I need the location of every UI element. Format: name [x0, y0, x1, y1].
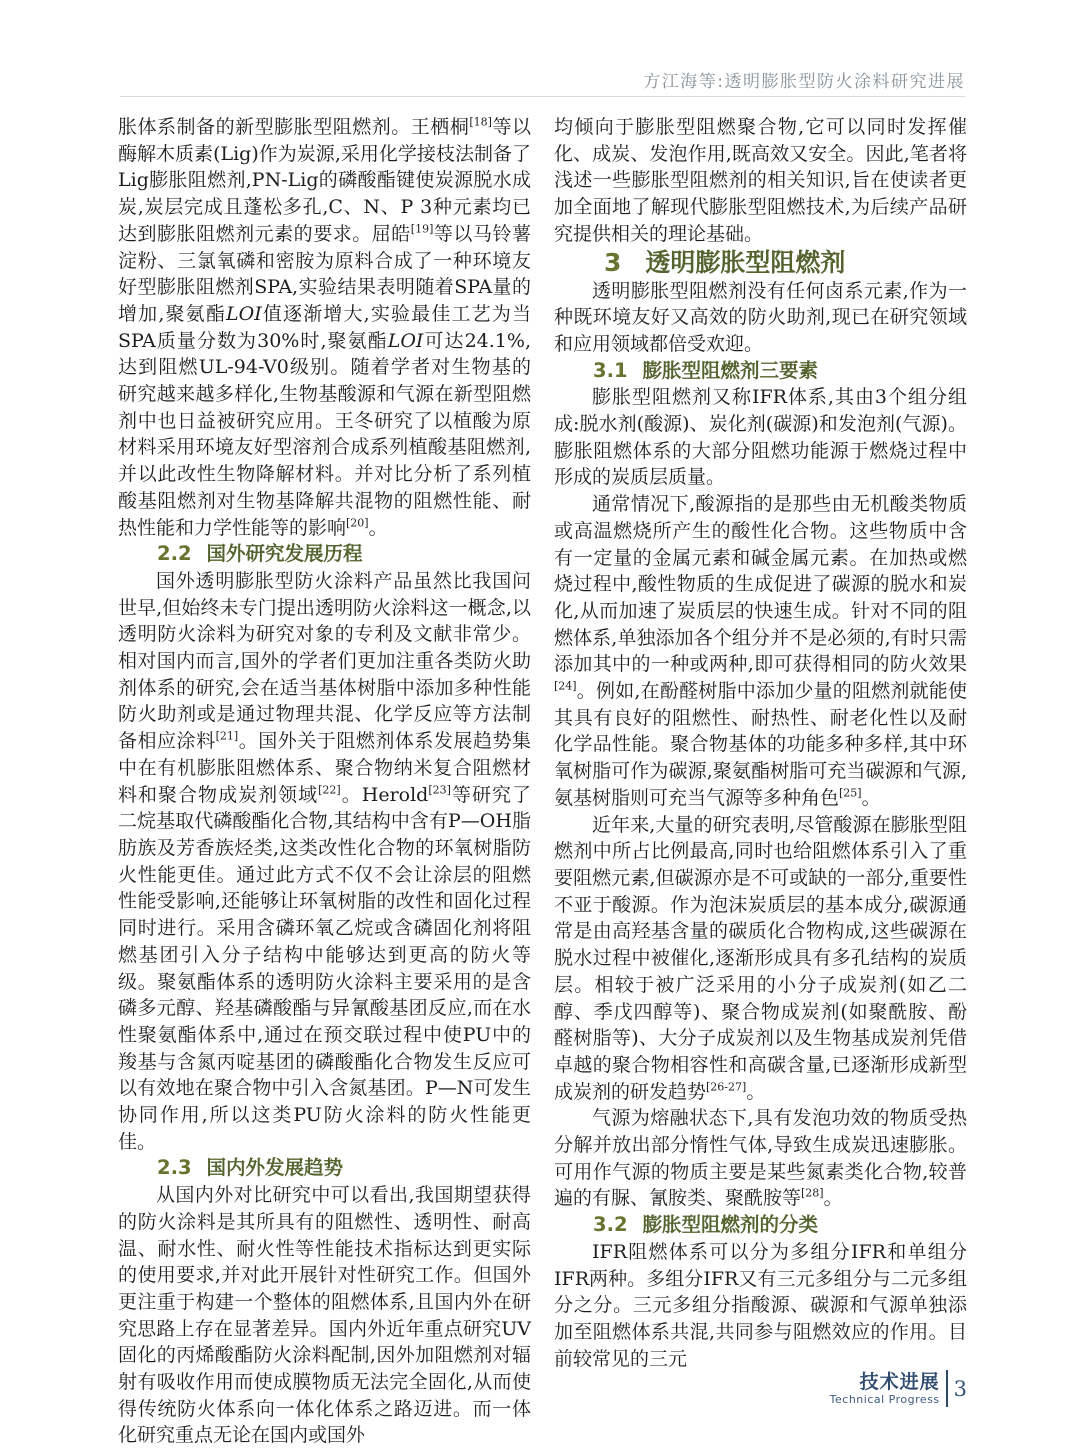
paragraph: 透明膨胀型阻燃剂没有任何卤系元素,作为一种既环境友好又高效的防火助剂,现已在研究领域和应用领域都倍受欢迎。 [554, 279, 967, 355]
subsection-heading-2-2 [118, 541, 531, 568]
subsection-heading-3-1 [554, 358, 967, 385]
section-heading-3 [554, 248, 967, 278]
paragraph: 胀体系制备的新型膨胀型阻燃剂。王栖桐[18]等以酶解木质素(Lig)作为炭源,采用化学接枝法制备了Lig膨胀阻燃剂,PN-Lig的磷酸酯键使炭源脱水成炭,炭层完成且蓬松多孔,C、N、P 3种元素均已达到膨胀阻燃剂元素的要求。屈皓[19]等以马铃薯淀粉、三氯氧磷和密胺为原料合成了一种环境友好型膨胀阻燃剂SPA,实验结果表明随着SPA量的增加,聚氨酯LOI值逐渐增大,实验最佳工艺为当SPA质量分数为30%时,聚氨酯LOI可达24.1%,达到阻燃UL-94-V0级别。随着学者对生物基的研究越来越多样化,生物基酸源和气源在新型阻燃剂中也日益被研究应用。王冬研究了以植酸为原材料采用环境友好型溶剂合成系列植酸基阻燃剂,并以此改性生物降解材料。并对比分析了系列植酸基阻燃剂对生物基降解共混物的阻燃性能、耐热性能和力学性能等的影响[20]。 [118, 115, 532, 539]
footer [830, 1370, 967, 1407]
paragraph: IFR阻燃体系可以分为多组分IFR和单组分IFR两种。多组分IFR又有三元多组分与二元多组分之分。三元多组分指酸源、碳源和气源单独添加至阻燃体系共混,共同参与阻燃效应的作用。目前较常见的三元 [554, 1240, 967, 1370]
heading-number: 2.2 [157, 542, 192, 566]
heading-title: 膨胀型阻燃剂三要素 [642, 358, 819, 382]
subsection-heading-3-2 [554, 1212, 967, 1239]
paragraph: 通常情况下,酸源指的是那些由无机酸类物质或高温燃烧所产生的酸性化合物。这些物质中含有一定量的金属元素和碱金属元素。在加热或燃烧过程中,酸性物质的生成促进了碳源的脱水和炭化,从而加速了炭质层的快速生成。针对不同的阻燃体系,单独添加各个组分并不是必须的,有时只需添加其中的一种或两种,即可获得相同的防火效果[24]。例如,在酚醛树脂中添加少量的阻燃剂就能使其具有良好的阻燃性、耐热性、耐老化性以及耐化学品性能。聚合物基体的功能多种多样,其中环氧树脂可作为碳源,聚氨酯树脂可充当碳源和气源,氨基树脂则可充当气源等多种角色[25]。 [554, 493, 967, 809]
paragraph: 均倾向于膨胀型阻燃聚合物,它可以同时发挥催化、成炭、发泡作用,既高效又安全。因此,笔者将浅述一些膨胀型阻燃剂的相关知识,旨在使读者更加全面地了解现代膨胀型阻燃技术,为后续产品研究提供相关的理论基础。 [554, 116, 967, 245]
heading-number: 3.1 [593, 358, 628, 382]
paragraph: 国外透明膨胀型防火涂料产品虽然比我国问世早,但始终未专门提出透明防火涂料这一概念,以透明防火涂料为研究对象的专利及文献非常少。相对国内而言,国外的学者们更加注重各类防火助剂体系的研究,会在适当基体树脂中添加多种性能防火助剂或是通过物理共混、化学反应等方法制备相应涂料[21]。国外关于阻燃剂体系发展趋势集中在有机膨胀阻燃体系、聚合物纳米复合阻燃材料和聚合物成炭剂领域[22]。Herold[23]等研究了二烷基取代磷酸酯化合物,其结构中含有P—OH脂肪族及芳香族烃类,这类改性化合物的环氧树脂防火性能更佳。通过此方式不仅不会让涂层的阻燃性能受影响,还能够让环氧树脂的改性和固化过程同时进行。采用含磷环氧乙烷或含磷固化剂将阻燃基团引入分子结构中能够达到更高的防火等级。聚氨酯体系的透明防火涂料主要采用的是含磷多元醇、羟基磷酸酯与异氰酸基团反应,而在水性聚氨酯体系中,通过在预交联过程中使PU中的羧基与含氮丙啶基团的磷酸酯化合物发生反应可以有效地在聚合物中引入含氮基团。P—N可发生协同作用,所以这类PU防火涂料的防火性能更佳。 [118, 569, 531, 1153]
footer-section-labels [830, 1371, 940, 1406]
heading-title: 膨胀型阻燃剂的分类 [642, 1213, 819, 1237]
page-content [118, 114, 967, 1449]
left-column [118, 114, 531, 1449]
running-head: 方江海等:透明膨胀型防火涂料研究进展 [643, 72, 965, 92]
paragraph: 从国内外对比研究中可以看出,我国期望获得的防火涂料是其所具有的阻燃性、透明性、耐高温、耐水性、耐火性等性能技术指标达到更实际的使用要求,并对此开展针对性研究工作。但国外更注重于构建一个整体的阻燃体系,且国内外在研究思路上存在显著差异。国内外近年重点研究UV固化的丙烯酸酯防火涂料配制,因外加阻燃剂对辐射有吸收作用而使成膜物质无法完全固化,从而使得传统防火体系向一体化体系之路迈进。而一体化研究重点无论在国内或国外 [118, 1184, 531, 1447]
paragraph: 膨胀型阻燃剂又称IFR体系,其由3个组分组成:脱水剂(酸源)、炭化剂(碳源)和发泡剂(气源)。膨胀阻燃体系的大部分阻燃功能源于燃烧过程中形成的炭质层质量。 [554, 386, 967, 489]
footer-section-cn: 技术进展 [859, 1371, 940, 1393]
paragraph: 近年来,大量的研究表明,尽管酸源在膨胀型阻燃剂中所占比例最高,同时也给阻燃体系引入了重要阻燃元素,但碳源亦是不可或缺的一部分,重要性不亚于酸源。作为泡沫炭质层的基本成分,碳源通常是由高羟基含量的碳质化合物构成,这些碳源在脱水过程中被催化,逐渐形成具有多孔结构的炭质层。相较于被广泛采用的小分子成炭剂(如乙二醇、季戊四醇等)、聚合物成炭剂(如聚酰胺、酚醛树脂等)、大分子成炭剂以及生物基成炭剂凭借卓越的聚合物相容性和高碳含量,已逐渐形成新型成炭剂的研发趋势[26-27]。 [554, 813, 967, 1103]
footer-section-en: Technical Progress [829, 1393, 940, 1406]
heading-title: 国外研究发展历程 [206, 542, 363, 566]
page-number: 3 [953, 1376, 967, 1401]
right-column [554, 114, 967, 1449]
heading-title: 国内外发展趋势 [206, 1156, 344, 1180]
subsection-heading-2-3 [118, 1155, 531, 1182]
heading-number: 3 [604, 247, 622, 277]
heading-title: 透明膨胀型阻燃剂 [645, 247, 846, 277]
header-rule [120, 96, 965, 97]
paragraph: 气源为熔融状态下,具有发泡功效的物质受热分解并放出部分惰性气体,导致生成炭迅速膨胀。可用作气源的物质主要是某些氮素类化合物,较普遍的有脲、氰胺类、聚酰胺等[28]。 [554, 1107, 967, 1210]
heading-number: 2.3 [157, 1156, 192, 1180]
heading-number: 3.2 [593, 1213, 628, 1237]
footer-divider [946, 1370, 948, 1407]
